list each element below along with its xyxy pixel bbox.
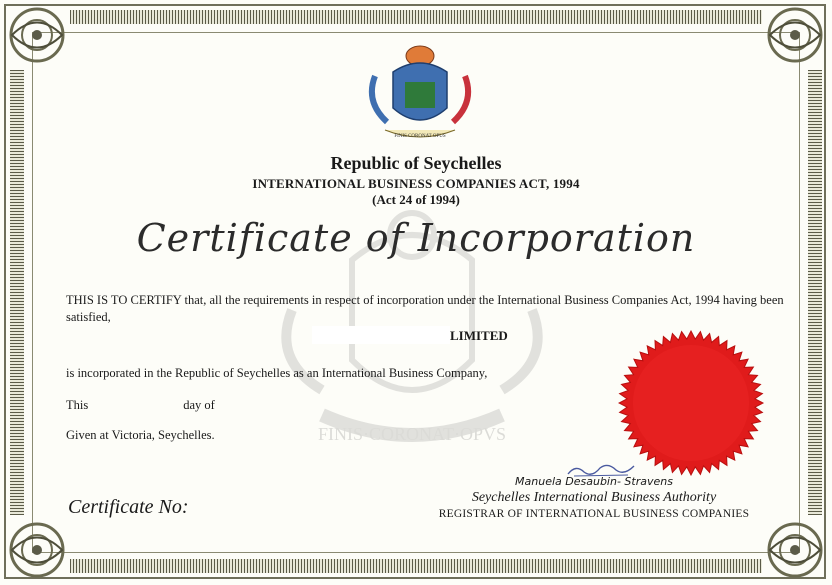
this-label: This (66, 398, 89, 412)
registrar-title: REGISTRAR OF INTERNATIONAL BUSINESS COMPANIES (438, 508, 750, 520)
corner-ornament-icon (762, 517, 828, 583)
act-heading: INTERNATIONAL BUSINESS COMPANIES ACT, 1994 (252, 176, 580, 191)
certificate-number-label: Certificate No: (68, 496, 189, 518)
border-band-bottom (70, 559, 762, 573)
watermark-motto: FINIS·CORONAT·OPVS (317, 424, 507, 444)
redacted-company-name (312, 326, 450, 344)
border-band-right (808, 70, 822, 515)
corner-ornament-icon (4, 2, 70, 68)
certificate-title: Certificate of Incorporation (136, 216, 696, 260)
red-seal-icon (618, 330, 764, 476)
border-band-top (70, 10, 762, 24)
incorporated-statement: is incorporated in the Republic of Seychelles as an International Business Company, (66, 366, 488, 380)
company-suffix: LIMITED (450, 328, 508, 343)
corner-ornament-icon (4, 517, 70, 583)
corner-ornament-icon (762, 2, 828, 68)
day-of-label: day of (183, 398, 215, 412)
signatory-name: Manuela Desaubin- Stravens (515, 475, 673, 488)
border-band-left (10, 70, 24, 515)
republic-heading: Republic of Seychelles (330, 153, 502, 173)
certify-paragraph: THIS IS TO CERTIFY that, all the requirements in respect of incorporation under the International Business Companies Act, 1994 having been satisfied, (66, 293, 784, 324)
crest-motto: FINIS CORONAT OPUS (394, 134, 446, 139)
given-at: Given at Victoria, Seychelles. (66, 428, 215, 442)
act-number: (Act 24 of 1994) (372, 192, 460, 207)
coat-of-arms-icon (365, 42, 475, 147)
date-line (66, 398, 215, 413)
authority-name: Seychelles International Business Authority (471, 490, 717, 505)
